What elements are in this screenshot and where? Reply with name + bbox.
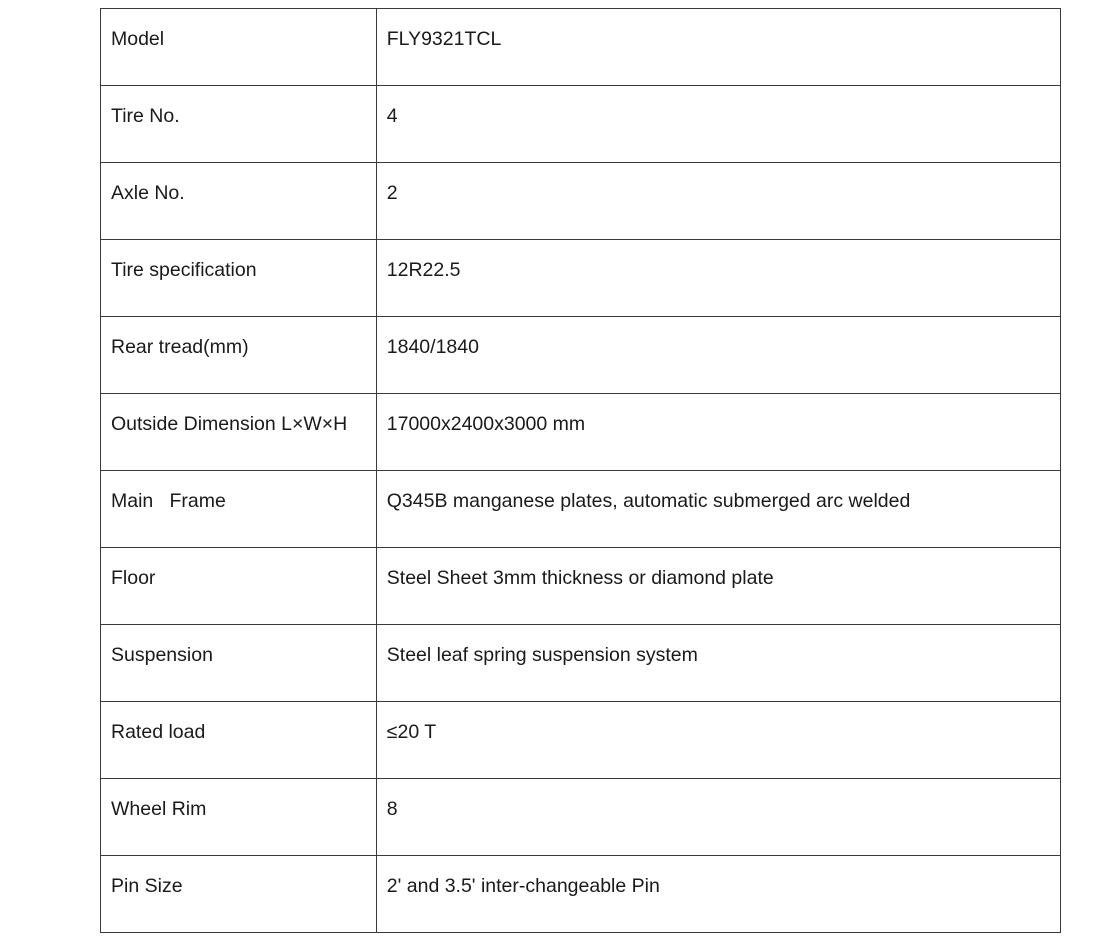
spec-table — [100, 8, 1061, 933]
table-row — [101, 163, 1061, 240]
row-label-main-frame: Main Frame — [101, 471, 377, 548]
row-label-tire-no: Tire No. — [101, 86, 377, 163]
spec-table-body — [101, 9, 1061, 933]
row-value-tire-no: 4 — [376, 86, 1060, 163]
row-value-axle-no: 2 — [376, 163, 1060, 240]
row-label-tire-specification: Tire specification — [101, 240, 377, 317]
table-row — [101, 317, 1061, 394]
row-label-model: Model — [101, 9, 377, 86]
table-row — [101, 856, 1061, 933]
row-value-rated-load: ≤20 T — [376, 702, 1060, 779]
table-row — [101, 702, 1061, 779]
table-row — [101, 779, 1061, 856]
row-label-rear-tread: Rear tread(mm) — [101, 317, 377, 394]
row-label-suspension: Suspension — [101, 625, 377, 702]
table-row — [101, 625, 1061, 702]
table-row — [101, 240, 1061, 317]
row-value-model: FLY9321TCL — [376, 9, 1060, 86]
row-value-floor: Steel Sheet 3mm thickness or diamond plate — [376, 548, 1060, 625]
table-row — [101, 9, 1061, 86]
row-value-suspension: Steel leaf spring suspension system — [376, 625, 1060, 702]
row-value-outside-dimension: 17000x2400x3000 mm — [376, 394, 1060, 471]
row-value-tire-specification: 12R22.5 — [376, 240, 1060, 317]
table-row — [101, 394, 1061, 471]
row-value-main-frame: Q345B manganese plates, automatic submerged arc welded — [376, 471, 1060, 548]
row-value-pin-size: 2' and 3.5' inter-changeable Pin — [376, 856, 1060, 933]
table-row — [101, 548, 1061, 625]
row-value-wheel-rim: 8 — [376, 779, 1060, 856]
row-label-outside-dimension: Outside Dimension L×W×H — [101, 394, 377, 471]
row-label-pin-size: Pin Size — [101, 856, 377, 933]
table-row — [101, 471, 1061, 548]
row-label-rated-load: Rated load — [101, 702, 377, 779]
row-label-axle-no: Axle No. — [101, 163, 377, 240]
row-label-wheel-rim: Wheel Rim — [101, 779, 377, 856]
row-label-floor: Floor — [101, 548, 377, 625]
table-row — [101, 86, 1061, 163]
row-value-rear-tread: 1840/1840 — [376, 317, 1060, 394]
